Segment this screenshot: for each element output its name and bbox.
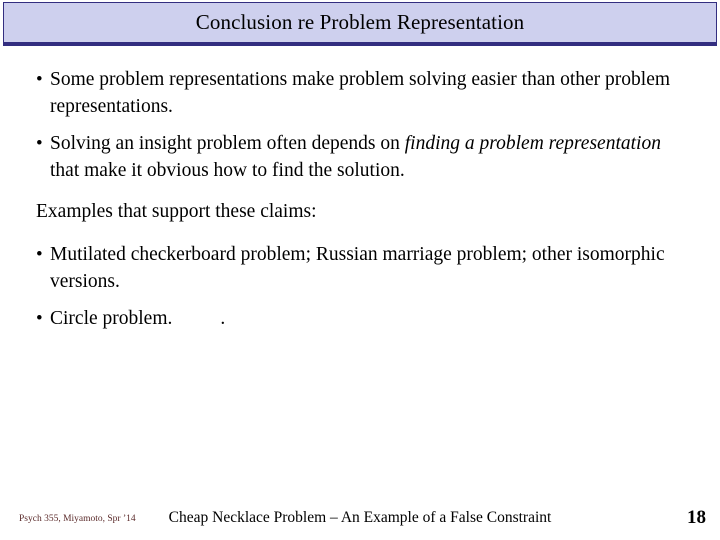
bullet-point-icon: •	[36, 308, 43, 329]
bullet-item-1	[0, 66, 720, 120]
examples-lead-in-line	[0, 198, 720, 225]
bullet-point-icon: •	[36, 133, 43, 154]
bullet-item-4	[0, 305, 720, 332]
bullet-item-4-text	[50, 305, 682, 332]
bullet-item-3-text-main: Mutilated checkerboard problem; Russian marriage problem; other isomorphic versions.	[50, 244, 665, 292]
slide-number: 18	[687, 507, 706, 528]
bullet-item-1-text	[50, 66, 682, 120]
examples-lead-in-text: Examples that support these claims:	[36, 201, 317, 222]
bullet-point-icon: •	[36, 244, 43, 265]
bullet-item-2-text-tail: that make it obvious how to find the solution.	[50, 160, 405, 181]
slide-body	[0, 66, 720, 342]
bullet-item-2	[0, 130, 720, 184]
bullet-item-3-text	[50, 241, 682, 295]
page-title: Conclusion re Problem Representation	[195, 10, 525, 34]
footer-caption: Cheap Necklace Problem – An Example of a False Constraint	[168, 509, 552, 526]
slide-title-box	[3, 2, 717, 46]
bullet-item-2-text-italic: finding a problem representation	[404, 133, 661, 154]
bullet-item-2-text	[50, 130, 682, 184]
bullet-item-4-trailing-mark: .	[220, 308, 226, 329]
bullet-item-1-text-main: Some problem representations make problem solving easier than other problem representations.	[50, 69, 671, 117]
bullet-point-icon: •	[36, 69, 43, 90]
bullet-item-3	[0, 241, 720, 295]
bullet-item-2-text-lead: Solving an insight problem often depends on	[50, 133, 405, 154]
bullet-item-4-text-main: Circle problem.	[50, 308, 173, 329]
footer-course-label: Psych 355, Miyamoto, Spr ’14	[19, 514, 136, 524]
